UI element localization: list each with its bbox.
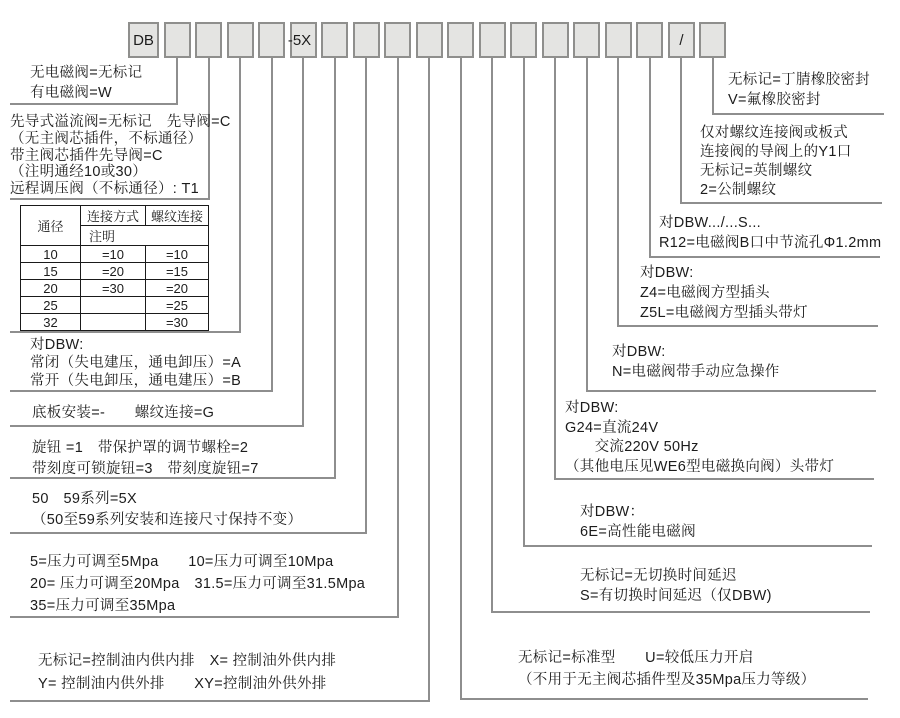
text-line: G24=直流24V bbox=[565, 419, 659, 436]
connector-line bbox=[554, 58, 556, 480]
note-pilot-valve-type bbox=[10, 114, 231, 198]
table-subheader-note: 注明 bbox=[81, 226, 209, 246]
connector-line bbox=[712, 113, 884, 115]
table-row bbox=[21, 263, 209, 280]
table-header-plate: 连接方式 bbox=[81, 206, 146, 226]
text-line: 交流220V 50Hz bbox=[565, 439, 699, 455]
text-line: 对DBW： bbox=[580, 504, 645, 520]
text-line: 无标记=无切换时间延迟 bbox=[580, 568, 737, 584]
table-row bbox=[21, 314, 209, 331]
separator-label: / bbox=[679, 31, 684, 49]
text-line: V=氟橡胶密封 bbox=[728, 92, 821, 108]
note-normally-closed-open bbox=[30, 336, 241, 390]
text-line: 连接阀的导阀上的Y1口 bbox=[700, 144, 852, 160]
connector-line bbox=[649, 256, 880, 258]
table-cell: =15 bbox=[146, 263, 209, 280]
connector-line bbox=[10, 425, 304, 427]
text-line: 常开（失电卸压，通电建压）=B bbox=[30, 373, 242, 389]
table-cell: =10 bbox=[81, 246, 146, 263]
connector-line bbox=[680, 58, 682, 204]
text-line: S=有切换时间延迟（仅DBW) bbox=[580, 588, 772, 604]
text-line: 底板安装=- 螺纹连接=G bbox=[32, 405, 215, 421]
code-box bbox=[636, 22, 663, 58]
connector-line bbox=[491, 611, 870, 613]
text-line: 带刻度可锁旋钮=3 带刻度旋钮=7 bbox=[32, 461, 259, 477]
connector-line bbox=[302, 58, 304, 427]
code-box bbox=[479, 22, 506, 58]
text-line: 无标记=标准型 U=较低压力开启 bbox=[518, 650, 754, 666]
code-box bbox=[573, 22, 600, 58]
text-line: R12=电磁阀B口中节流孔Φ1.2mm bbox=[659, 235, 882, 251]
code-db-label: DB bbox=[133, 31, 154, 49]
code-box bbox=[164, 22, 191, 58]
table-cell: =10 bbox=[146, 246, 209, 263]
text-line: 无标记=控制油内供内排 X= 控制油外供内排 bbox=[38, 653, 337, 669]
text-line: 对DBW.../...S... bbox=[659, 215, 761, 231]
text-line: （无主阀芯插件，不标通径） bbox=[10, 130, 203, 147]
text-line: （其他电压见WE6型电磁换向阀）头带灯 bbox=[565, 458, 835, 475]
connector-line bbox=[460, 58, 462, 700]
table-header-thread: 螺纹连接 bbox=[146, 206, 209, 226]
connector-line bbox=[554, 478, 874, 480]
note-plug-type bbox=[640, 263, 808, 323]
connector-line bbox=[523, 545, 872, 547]
connector-line bbox=[10, 390, 273, 392]
connector-line bbox=[680, 202, 882, 204]
connector-line bbox=[271, 58, 273, 392]
connector-line bbox=[239, 58, 241, 333]
code-box bbox=[384, 22, 411, 58]
table-cell: =30 bbox=[81, 280, 146, 297]
table-row bbox=[21, 280, 209, 297]
text-line: 无标记=英制螺纹 bbox=[700, 163, 813, 179]
code-box bbox=[416, 22, 443, 58]
connector-line bbox=[586, 58, 588, 392]
text-line: Z5L=电磁阀方型插头带灯 bbox=[640, 305, 808, 321]
text-line: N=电磁阀带手动应急操作 bbox=[612, 364, 780, 380]
note-opening-pressure bbox=[518, 647, 815, 691]
note-switching-delay bbox=[580, 566, 772, 606]
code-box bbox=[258, 22, 285, 58]
table-cell: =20 bbox=[146, 280, 209, 297]
note-high-performance-solenoid bbox=[580, 502, 696, 542]
text-line: 远程调压阀（不标通径）: T1 bbox=[10, 181, 199, 198]
connector-line bbox=[334, 58, 336, 479]
connector-line bbox=[460, 698, 868, 700]
note-series-5x bbox=[32, 489, 302, 531]
code-box bbox=[447, 22, 474, 58]
table-cell: 10 bbox=[21, 246, 81, 263]
connector-line bbox=[365, 58, 367, 534]
connector-line bbox=[176, 58, 178, 105]
table-row bbox=[21, 297, 209, 314]
connector-line bbox=[649, 58, 651, 258]
code-box bbox=[195, 22, 222, 58]
code-box bbox=[605, 22, 632, 58]
table-cell: 20 bbox=[21, 280, 81, 297]
text-line: 有电磁阀=W bbox=[30, 85, 112, 101]
code-box-separator bbox=[668, 22, 695, 58]
text-line: 无电磁阀=无标记 bbox=[30, 65, 143, 81]
connector-line bbox=[491, 58, 493, 613]
connector-line bbox=[10, 198, 210, 200]
code-box bbox=[510, 22, 537, 58]
text-line: Y= 控制油内供外排 XY=控制油外供外排 bbox=[38, 676, 327, 692]
text-line: 对DBW: bbox=[30, 337, 84, 353]
code-box bbox=[321, 22, 348, 58]
text-line: 6E=高性能电磁阀 bbox=[580, 524, 696, 540]
code-box-db bbox=[128, 22, 159, 58]
connector-line bbox=[712, 58, 714, 115]
text-line: 对DBW: bbox=[640, 265, 694, 281]
connector-line bbox=[523, 58, 525, 547]
text-line: （注明通经10或30） bbox=[10, 164, 148, 181]
connector-line bbox=[617, 325, 878, 327]
table-row bbox=[21, 246, 209, 263]
text-line: 对DBW: bbox=[565, 400, 619, 416]
series-code-label: -5X bbox=[287, 31, 312, 49]
note-manual-override bbox=[612, 342, 780, 382]
connector-line bbox=[10, 532, 367, 534]
text-line: 2=公制螺纹 bbox=[700, 182, 777, 198]
size-connection-table bbox=[20, 205, 209, 331]
code-box bbox=[353, 22, 380, 58]
text-line: 35=压力可调至35Mpa bbox=[30, 598, 176, 614]
note-solenoid-option bbox=[30, 63, 142, 103]
table-row bbox=[21, 206, 209, 226]
note-oil-supply-drain bbox=[38, 650, 336, 696]
table-cell: =20 bbox=[81, 263, 146, 280]
table-cell: 25 bbox=[21, 297, 81, 314]
text-line: 旋钮 =1 带保护罩的调节螺栓=2 bbox=[32, 440, 249, 456]
text-line: 带主阀芯插件先导阀=C bbox=[10, 147, 163, 164]
note-orifice-r12 bbox=[659, 213, 881, 253]
text-line: Z4=电磁阀方型插头 bbox=[640, 285, 770, 301]
table-cell: =25 bbox=[146, 297, 209, 314]
text-line: （不用于无主阀芯插件型及35Mpa压力等级） bbox=[518, 672, 816, 688]
code-box bbox=[227, 22, 254, 58]
table-cell bbox=[81, 297, 146, 314]
table-cell: =30 bbox=[146, 314, 209, 331]
text-line: 20= 压力可调至20Mpa 31.5=压力可调至31.5Mpa bbox=[30, 576, 366, 592]
note-mounting-type bbox=[32, 403, 214, 423]
code-box-series bbox=[287, 22, 317, 58]
code-box bbox=[542, 22, 569, 58]
table-cell: 15 bbox=[21, 263, 81, 280]
table-header-size: 通径 bbox=[21, 206, 81, 246]
note-pressure-rating bbox=[30, 551, 365, 617]
connector-line bbox=[617, 58, 619, 327]
text-line: 对DBW: bbox=[612, 344, 666, 360]
connector-line bbox=[586, 390, 876, 392]
connector-line bbox=[428, 58, 430, 702]
text-line: 5=压力可调至5Mpa 10=压力可调至10Mpa bbox=[30, 554, 334, 570]
connector-line bbox=[10, 103, 178, 105]
note-seal-material bbox=[728, 70, 870, 110]
connector-line bbox=[10, 700, 430, 702]
table-cell: 32 bbox=[21, 314, 81, 331]
text-line: 先导式溢流阀=无标记 先导阀=C bbox=[10, 114, 231, 130]
note-y1-port-thread bbox=[700, 124, 852, 200]
text-line: 无标记=丁腈橡胶密封 bbox=[728, 72, 870, 88]
text-line: （50至59系列安装和连接尺寸保持不变） bbox=[32, 512, 303, 528]
text-line: 仅对螺纹连接阀或板式 bbox=[700, 125, 848, 141]
connector-line bbox=[397, 58, 399, 618]
note-adjustment-element bbox=[32, 438, 259, 480]
table-cell bbox=[81, 314, 146, 331]
text-line: 常闭（失电建压，通电卸压）=A bbox=[30, 355, 242, 371]
connector-line bbox=[10, 331, 241, 333]
text-line: 50 59系列=5X bbox=[32, 491, 137, 507]
code-box bbox=[699, 22, 726, 58]
note-voltage bbox=[565, 399, 834, 477]
